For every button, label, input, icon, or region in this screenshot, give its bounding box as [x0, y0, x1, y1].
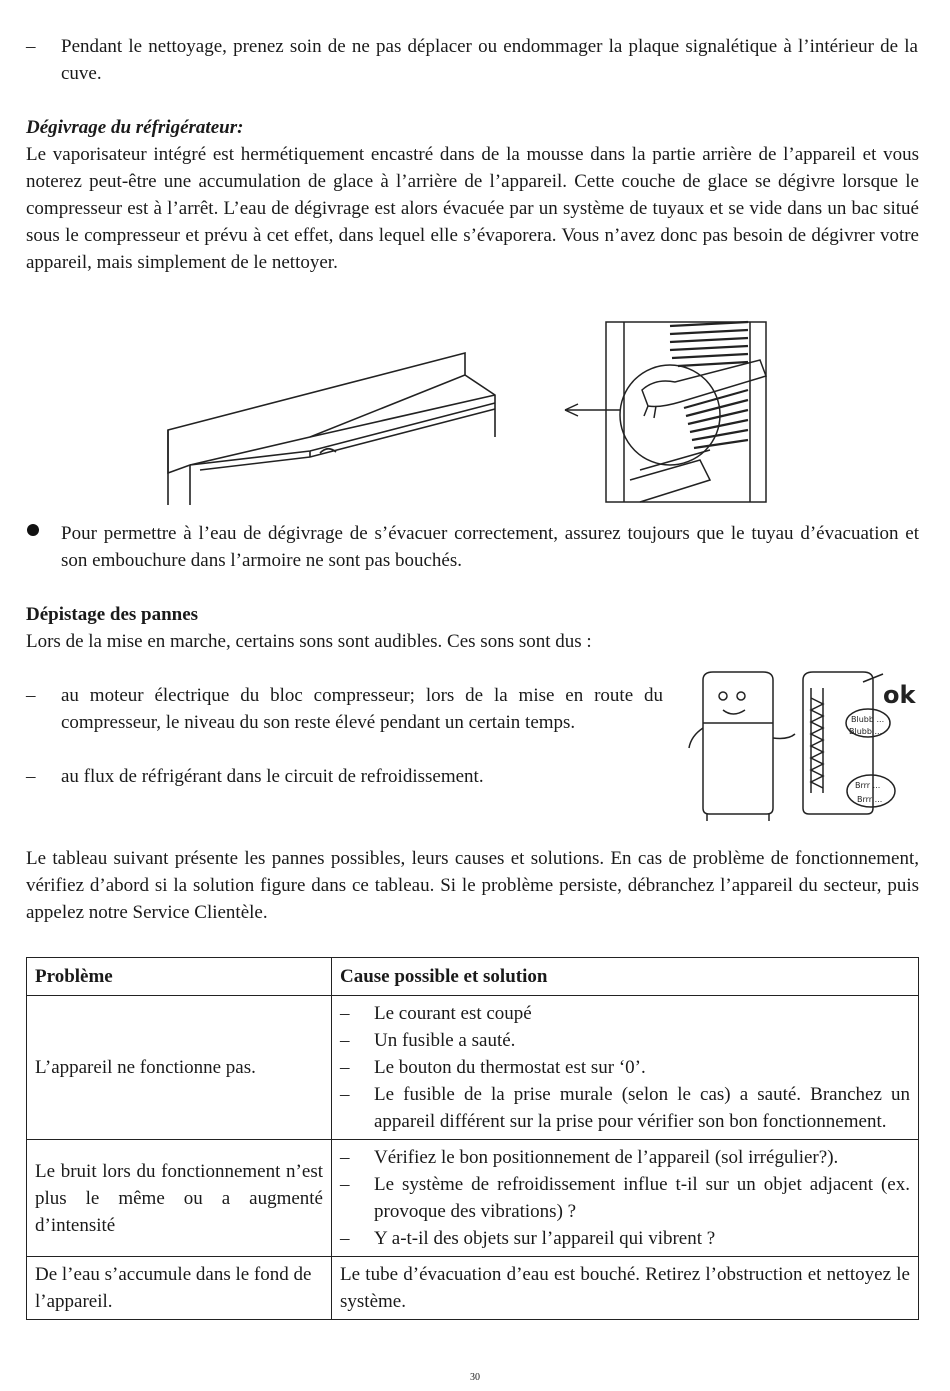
intro-list-text: Pendant le nettoyage, prenez soin de ne pas déplacer ou endommager la plaque signalétique à l’intérieur de la cuve. — [61, 36, 918, 84]
solution-cell: Le tube d’évacuation d’eau est bouché. Retirez l’obstruction et nettoyez le système. — [332, 1257, 919, 1320]
solution-cell — [332, 996, 919, 1140]
defrost-heading: Dégivrage du réfrigérateur: — [26, 117, 244, 138]
problem-cell: Le bruit lors du fonctionnement n’est plus le même ou a augmenté d’intensité — [27, 1140, 332, 1257]
defrost-paragraph: Le vaporisateur intégré est hermétiquement encastré dans de la mousse dans la partie arrière de l’appareil et vous noterez peut-être une accumulation de glace à l’arrière de l’appareil. Cette couche de glace se dégivre lorsque le compresseur est à l’arrêt. L’eau de dégivrage est alors évacuée par un système de tuyaux et se vide dans un bac situé sous le compresseur et prévu à cet effet, dans lequel elle s’évaporera. Vous n’avez donc pas besoin de dégivrer votre appareil, mais simplement de le nettoyer. — [26, 144, 919, 273]
cartoon-fridges-illustration — [683, 668, 918, 823]
table-header-solution: Cause possible et solution — [332, 958, 919, 996]
solution-item: – Le système de refroidissement influe t-il sur un objet adjacent (ex. provoque des vibrations) ? — [340, 1174, 910, 1222]
solution-item: – Le fusible de la prise murale (selon le cas) a sauté. Branchez un appareil différent sur la prise pour vérifier son bon fonctionnement. — [340, 1084, 910, 1132]
drip-tray-illustration — [160, 345, 510, 510]
table-row — [27, 996, 919, 1140]
intro-list-item — [26, 33, 918, 87]
cartoon-bubble-text: Brrr ... — [855, 781, 881, 790]
bullet-note: Pour permettre à l’eau de dégivrage de s’évacuer correctement, assurez toujours que le tuyau d’évacuation et son embouchure dans l’armoire ne sont pas bouchés. — [61, 523, 919, 571]
list-dash: – — [26, 36, 36, 57]
solution-item: – Le bouton du thermostat est sur ‘0’. — [340, 1057, 646, 1078]
fridge-drain-illustration — [560, 320, 770, 505]
troubleshooting-intro: Lors de la mise en marche, certains sons sont audibles. Ces sons sont dus : — [26, 631, 592, 652]
sound-cause-item — [26, 763, 663, 790]
problem-cell: De l’eau s’accumule dans le fond de l’appareil. — [27, 1257, 332, 1320]
fault-table — [26, 957, 919, 1320]
cartoon-bubble-text: Brrr ... — [857, 795, 883, 804]
list-dash: – — [26, 766, 36, 787]
solution-item: – Y a-t-il des objets sur l’appareil qui vibrent ? — [340, 1228, 716, 1249]
cartoon-bubble-text: Blubb ... — [851, 715, 885, 724]
problem-cell: L’appareil ne fonctionne pas. — [27, 996, 332, 1140]
table-header-problem: Problème — [27, 958, 332, 996]
solution-item: – Un fusible a sauté. — [340, 1030, 516, 1051]
sound-cause-text: au flux de réfrigérant dans le circuit de refroidissement. — [61, 766, 484, 787]
table-header-row — [27, 958, 919, 996]
page-number: 30 — [470, 1372, 480, 1383]
sound-cause-item — [26, 682, 663, 736]
sound-cause-text: au moteur électrique du bloc compresseur; lors de la mise en route du compresseur, le niveau du son reste élevé pendant un certain temps. — [61, 685, 663, 733]
cartoon-ok-text: ok — [883, 681, 916, 709]
solution-cell — [332, 1140, 919, 1257]
bullet-icon — [27, 524, 39, 536]
list-dash: – — [26, 685, 36, 706]
table-row — [27, 1140, 919, 1257]
table-row — [27, 1257, 919, 1320]
solution-item: – Vérifiez le bon positionnement de l’appareil (sol irrégulier?). — [340, 1147, 839, 1168]
table-intro: Le tableau suivant présente les pannes possibles, leurs causes et solutions. En cas de problème de fonctionnement, vérifiez d’abord si la solution figure dans ce tableau. Si le problème persiste, débranchez l’appareil du secteur, puis appelez notre Service Clientèle. — [26, 848, 919, 923]
solution-item: – Le courant est coupé — [340, 1003, 532, 1024]
cartoon-bubble-text: Blubb ... — [849, 727, 883, 736]
troubleshooting-heading: Dépistage des pannes — [26, 604, 199, 625]
